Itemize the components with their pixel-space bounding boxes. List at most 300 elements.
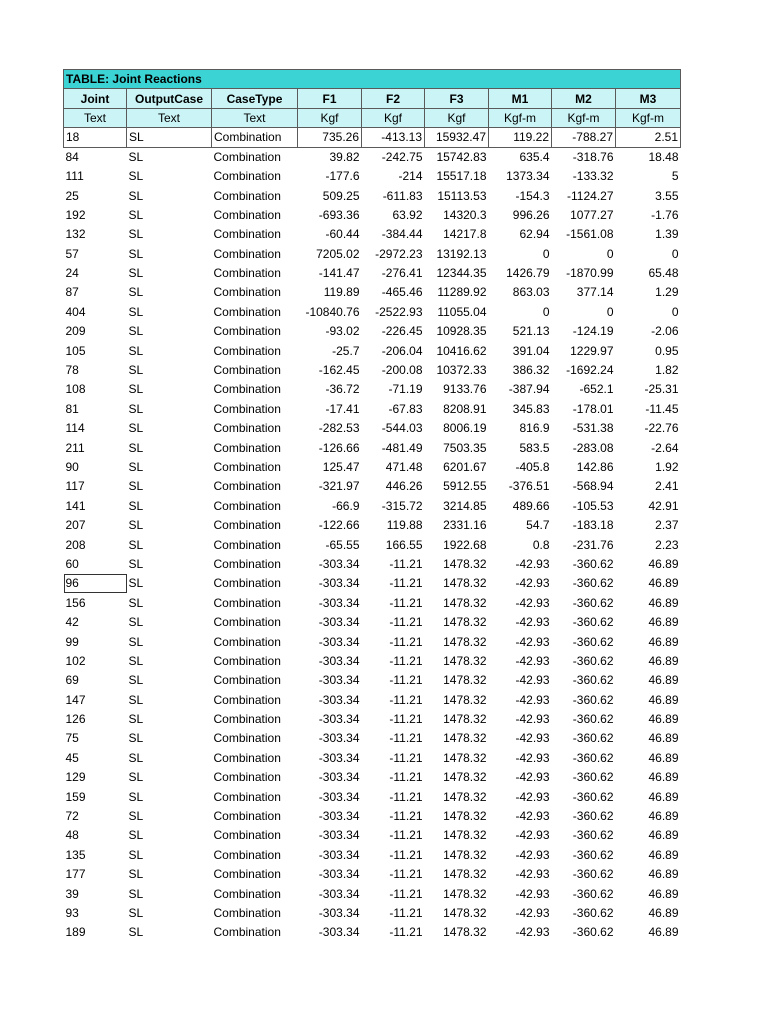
cell-outputcase[interactable]: SL (128, 809, 144, 824)
cell-f1[interactable]: -693.36 (318, 207, 360, 222)
cell-f2[interactable]: -71.19 (388, 382, 423, 397)
cell-outputcase[interactable]: SL (128, 692, 144, 707)
cell-joint[interactable]: 48 (65, 828, 79, 843)
cell-f2[interactable]: -11.21 (389, 634, 423, 649)
column-header-f2[interactable]: F2 (362, 89, 425, 108)
cell-f2[interactable]: -11.21 (389, 770, 423, 785)
cell-f1[interactable]: -303.34 (318, 576, 360, 591)
cell-casetype[interactable]: Combination (213, 207, 281, 222)
cell-f3[interactable]: 11055.04 (437, 304, 487, 319)
cell-f1[interactable]: -303.34 (318, 828, 360, 843)
cell-outputcase[interactable]: SL (128, 731, 144, 746)
cell-m2[interactable]: -531.38 (572, 421, 614, 436)
unit-cell-joint[interactable]: Text (64, 108, 127, 127)
cell-casetype[interactable]: Combination (213, 847, 281, 862)
cell-m1[interactable]: 54.7 (526, 518, 550, 533)
cell-m3[interactable]: 2.41 (655, 479, 679, 494)
cell-m1[interactable]: -42.93 (515, 828, 550, 843)
cell-f3[interactable]: 1478.32 (443, 828, 487, 843)
cell-f2[interactable]: -11.21 (389, 925, 423, 940)
cell-f3[interactable]: 1478.32 (443, 867, 487, 882)
cell-f2[interactable]: -11.21 (389, 712, 423, 727)
cell-f2[interactable]: -11.21 (389, 847, 423, 862)
cell-m2[interactable]: -360.62 (572, 867, 614, 882)
cell-m3[interactable]: 46.89 (648, 712, 679, 727)
cell-casetype[interactable]: Combination (213, 324, 281, 339)
cell-casetype[interactable]: Combination (213, 615, 281, 630)
cell-f2[interactable]: -11.21 (389, 595, 423, 610)
cell-casetype[interactable]: Combination (213, 169, 281, 184)
cell-m2[interactable]: -360.62 (572, 750, 614, 765)
cell-f3[interactable]: 13192.13 (436, 246, 487, 261)
cell-m1[interactable]: -42.93 (515, 615, 550, 630)
cell-m2[interactable]: -1870.99 (566, 266, 614, 281)
cell-m3[interactable]: 2.37 (655, 518, 679, 533)
cell-m2[interactable]: -360.62 (572, 615, 614, 630)
cell-outputcase[interactable]: SL (128, 673, 144, 688)
cell-m1[interactable]: 489.66 (512, 498, 550, 513)
cell-m1[interactable]: 816.9 (519, 421, 550, 436)
cell-outputcase[interactable]: SL (128, 363, 144, 378)
cell-m1[interactable]: -42.93 (515, 867, 550, 882)
cell-f2[interactable]: -11.21 (389, 789, 423, 804)
cell-m3[interactable]: 46.89 (648, 595, 679, 610)
cell-f3[interactable]: 1478.32 (443, 925, 487, 940)
cell-casetype[interactable]: Combination (213, 343, 281, 358)
cell-outputcase[interactable]: SL (128, 304, 144, 319)
cell-joint[interactable]: 159 (65, 789, 86, 804)
cell-f1[interactable]: -303.34 (318, 789, 360, 804)
cell-f1[interactable]: -303.34 (318, 712, 360, 727)
cell-joint[interactable]: 147 (65, 692, 86, 707)
cell-f3[interactable]: 3214.85 (443, 498, 487, 513)
cell-f2[interactable]: -11.21 (389, 750, 423, 765)
cell-m1[interactable]: -42.93 (515, 925, 550, 940)
cell-m2[interactable]: -105.53 (572, 498, 614, 513)
cell-m3[interactable]: 2.23 (655, 537, 679, 552)
cell-m2[interactable]: -568.94 (572, 479, 614, 494)
cell-m3[interactable]: 46.89 (648, 847, 679, 862)
cell-f2[interactable]: -67.83 (388, 401, 423, 416)
cell-m1[interactable]: 345.83 (512, 401, 550, 416)
cell-casetype[interactable]: Combination (213, 905, 281, 920)
cell-f2[interactable]: -242.75 (381, 150, 423, 164)
cell-f2[interactable]: 471.48 (385, 460, 423, 474)
cell-casetype[interactable]: Combination (213, 227, 281, 242)
column-header-m3[interactable]: M3 (616, 89, 681, 108)
cell-f3[interactable]: 6201.67 (443, 460, 487, 474)
cell-casetype[interactable]: Combination (213, 246, 281, 261)
cell-joint[interactable]: 209 (65, 324, 86, 339)
cell-m1[interactable]: 386.32 (512, 363, 550, 378)
unit-cell-m3[interactable]: Kgf-m (616, 108, 681, 127)
cell-f1[interactable]: -321.97 (318, 479, 360, 494)
cell-f2[interactable]: -11.21 (389, 576, 423, 591)
cell-f1[interactable]: -303.34 (318, 673, 360, 688)
cell-outputcase[interactable]: SL (128, 867, 144, 882)
cell-casetype[interactable]: Combination (213, 556, 281, 571)
cell-m2[interactable]: -360.62 (572, 595, 614, 610)
column-header-m1[interactable]: M1 (489, 89, 552, 108)
cell-m2[interactable]: 1077.27 (570, 207, 614, 222)
cell-f2[interactable]: 446.26 (385, 479, 423, 494)
cell-m1[interactable]: 521.13 (512, 324, 550, 339)
cell-f3[interactable]: 1478.32 (443, 712, 487, 727)
cell-m3[interactable]: 46.89 (648, 634, 679, 649)
cell-joint[interactable]: 96 (64, 574, 127, 593)
cell-outputcase[interactable]: SL (128, 207, 144, 222)
cell-f1[interactable]: -126.66 (318, 440, 360, 455)
cell-casetype[interactable]: Combination (213, 925, 281, 940)
cell-casetype[interactable]: Combination (213, 653, 281, 668)
cell-casetype[interactable]: Combination (213, 867, 281, 882)
cell-f2[interactable]: -11.21 (389, 828, 423, 843)
cell-f1[interactable]: -122.66 (318, 518, 360, 533)
cell-outputcase[interactable]: SL (128, 653, 144, 668)
cell-m2[interactable]: -231.76 (572, 537, 614, 552)
cell-joint[interactable]: 207 (65, 518, 86, 533)
cell-f1[interactable]: 509.25 (322, 188, 360, 203)
cell-outputcase[interactable]: SL (128, 382, 144, 397)
cell-m3[interactable]: 46.89 (648, 867, 679, 882)
cell-f1[interactable]: -303.34 (318, 770, 360, 785)
cell-outputcase[interactable]: SL (128, 324, 144, 339)
cell-outputcase[interactable]: SL (128, 886, 144, 901)
cell-m3[interactable]: -2.06 (651, 324, 679, 339)
column-header-outputcase[interactable]: OutputCase (127, 89, 212, 108)
cell-m3[interactable]: 0 (671, 304, 679, 319)
cell-m2[interactable]: 0 (606, 246, 614, 261)
cell-m3[interactable]: 46.89 (648, 692, 679, 707)
cell-outputcase[interactable]: SL (128, 537, 144, 552)
cell-joint[interactable]: 192 (65, 207, 86, 222)
cell-f2[interactable]: -384.44 (381, 227, 423, 242)
cell-m2[interactable]: -124.19 (572, 324, 614, 339)
cell-f1[interactable]: -303.34 (318, 905, 360, 920)
cell-outputcase[interactable]: SL (128, 246, 144, 261)
cell-m3[interactable]: 46.89 (648, 828, 679, 843)
cell-m1[interactable]: -42.93 (515, 595, 550, 610)
cell-m1[interactable]: -42.93 (515, 692, 550, 707)
cell-m3[interactable]: 46.89 (648, 576, 679, 591)
cell-joint[interactable]: 129 (65, 770, 86, 785)
cell-f3[interactable]: 1478.32 (443, 595, 487, 610)
cell-casetype[interactable]: Combination (212, 128, 298, 147)
cell-m3[interactable]: 3.55 (655, 188, 679, 203)
cell-f3[interactable]: 1478.32 (443, 615, 487, 630)
cell-casetype[interactable]: Combination (213, 498, 281, 513)
cell-f3[interactable]: 1478.32 (443, 556, 487, 571)
cell-f3[interactable]: 10372.33 (436, 363, 487, 378)
cell-joint[interactable]: 111 (65, 169, 84, 184)
cell-joint[interactable]: 404 (65, 304, 86, 319)
unit-cell-m1[interactable]: Kgf-m (489, 108, 552, 127)
unit-cell-f3[interactable]: Kgf (425, 108, 489, 127)
cell-outputcase[interactable]: SL (128, 343, 144, 358)
column-header-f3[interactable]: F3 (425, 89, 489, 108)
cell-m2[interactable]: -360.62 (572, 828, 614, 843)
cell-m2[interactable]: -360.62 (572, 809, 614, 824)
cell-f2[interactable]: -11.21 (389, 673, 423, 688)
cell-casetype[interactable]: Combination (213, 150, 281, 164)
cell-outputcase[interactable]: SL (128, 847, 144, 862)
cell-m3[interactable]: 1.82 (655, 363, 679, 378)
cell-casetype[interactable]: Combination (213, 440, 281, 455)
cell-m1[interactable]: -42.93 (515, 750, 550, 765)
cell-f1[interactable]: -93.02 (325, 324, 360, 339)
cell-m1[interactable]: -42.93 (515, 576, 550, 591)
cell-outputcase[interactable]: SL (128, 401, 144, 416)
cell-m2[interactable]: -360.62 (572, 731, 614, 746)
cell-outputcase[interactable]: SL (128, 770, 144, 785)
cell-m3[interactable]: 5 (671, 169, 679, 184)
cell-joint[interactable]: 24 (65, 266, 79, 281)
cell-outputcase[interactable]: SL (128, 789, 144, 804)
cell-f1[interactable]: -303.34 (318, 886, 360, 901)
cell-f3[interactable]: 1478.32 (443, 673, 487, 688)
cell-joint[interactable]: 18 (64, 128, 127, 147)
cell-outputcase[interactable]: SL (128, 188, 144, 203)
cell-f2[interactable]: -2972.23 (375, 246, 423, 261)
cell-m2[interactable]: -360.62 (572, 556, 614, 571)
cell-m1[interactable]: 0.8 (532, 537, 550, 552)
cell-m1[interactable]: -42.93 (515, 653, 550, 668)
cell-f1[interactable]: -303.34 (318, 809, 360, 824)
cell-m2[interactable]: -788.27 (552, 128, 616, 147)
cell-f2[interactable]: -276.41 (381, 266, 423, 281)
cell-joint[interactable]: 156 (65, 595, 86, 610)
cell-m2[interactable]: -360.62 (572, 789, 614, 804)
cell-joint[interactable]: 135 (65, 847, 86, 862)
cell-m3[interactable]: 46.89 (648, 925, 679, 940)
cell-outputcase[interactable]: SL (128, 925, 144, 940)
unit-cell-m2[interactable]: Kgf-m (552, 108, 616, 127)
cell-joint[interactable]: 25 (65, 188, 79, 203)
cell-outputcase[interactable]: SL (128, 285, 144, 300)
cell-m1[interactable]: -42.93 (515, 809, 550, 824)
cell-m1[interactable]: 391.04 (512, 343, 550, 358)
cell-m3[interactable]: 46.89 (648, 905, 679, 920)
cell-m1[interactable]: -42.93 (515, 789, 550, 804)
cell-joint[interactable]: 126 (65, 712, 86, 727)
cell-m1[interactable]: 119.22 (489, 128, 552, 147)
cell-casetype[interactable]: Combination (213, 401, 281, 416)
cell-casetype[interactable]: Combination (213, 712, 281, 727)
cell-m3[interactable]: 46.89 (648, 789, 679, 804)
cell-joint[interactable]: 99 (65, 634, 79, 649)
cell-f2[interactable]: -226.45 (381, 324, 423, 339)
cell-m3[interactable]: 46.89 (648, 673, 679, 688)
cell-casetype[interactable]: Combination (213, 188, 281, 203)
cell-f1[interactable]: -17.41 (325, 401, 360, 416)
cell-f3[interactable]: 1478.32 (443, 634, 487, 649)
cell-f3[interactable]: 1478.32 (443, 789, 487, 804)
cell-outputcase[interactable]: SL (128, 615, 144, 630)
cell-joint[interactable]: 108 (65, 382, 86, 397)
cell-casetype[interactable]: Combination (213, 266, 281, 281)
cell-casetype[interactable]: Combination (213, 285, 281, 300)
cell-m2[interactable]: 1229.97 (570, 343, 614, 358)
cell-m3[interactable]: -11.45 (645, 401, 679, 416)
cell-m3[interactable]: 1.39 (655, 227, 679, 242)
cell-f3[interactable]: 1478.32 (443, 576, 487, 591)
cell-f3[interactable]: 9133.76 (443, 382, 487, 397)
cell-m2[interactable]: 142.86 (576, 460, 614, 474)
cell-f1[interactable]: -282.53 (318, 421, 360, 436)
cell-casetype[interactable]: Combination (213, 673, 281, 688)
cell-outputcase[interactable]: SL (128, 750, 144, 765)
cell-f2[interactable]: -544.03 (381, 421, 423, 436)
cell-joint[interactable]: 117 (65, 479, 85, 494)
cell-f1[interactable]: -303.34 (318, 634, 360, 649)
cell-f1[interactable]: -36.72 (325, 382, 360, 397)
cell-joint[interactable]: 60 (65, 556, 79, 571)
cell-casetype[interactable]: Combination (213, 479, 281, 494)
cell-m1[interactable]: 863.03 (512, 285, 550, 300)
column-header-m2[interactable]: M2 (552, 89, 616, 108)
cell-m2[interactable]: -178.01 (572, 401, 614, 416)
cell-m1[interactable]: 996.26 (512, 207, 550, 222)
cell-m1[interactable]: -42.93 (515, 634, 550, 649)
cell-m3[interactable]: 1.29 (655, 285, 679, 300)
cell-f3[interactable]: 8006.19 (443, 421, 487, 436)
cell-f1[interactable]: -162.45 (318, 363, 360, 378)
cell-f3[interactable]: 1478.32 (443, 809, 487, 824)
cell-f3[interactable]: 1922.68 (443, 537, 487, 552)
cell-f3[interactable]: 12344.35 (436, 266, 487, 281)
cell-joint[interactable]: 211 (65, 440, 85, 455)
cell-casetype[interactable]: Combination (213, 595, 281, 610)
cell-joint[interactable]: 75 (65, 731, 79, 746)
cell-f1[interactable]: 735.26 (298, 128, 362, 147)
cell-m2[interactable]: -652.1 (579, 382, 614, 397)
cell-m3[interactable]: 46.89 (648, 886, 679, 901)
cell-f3[interactable]: 5912.55 (443, 479, 487, 494)
cell-f2[interactable]: -465.46 (381, 285, 423, 300)
cell-m2[interactable]: -360.62 (572, 653, 614, 668)
cell-f1[interactable]: -65.55 (325, 537, 360, 552)
cell-m1[interactable]: 62.94 (519, 227, 550, 242)
cell-f2[interactable]: -11.21 (389, 905, 423, 920)
cell-joint[interactable]: 90 (65, 460, 79, 474)
cell-m1[interactable]: -387.94 (508, 382, 550, 397)
cell-f2[interactable]: -11.21 (389, 809, 423, 824)
cell-casetype[interactable]: Combination (213, 886, 281, 901)
cell-f2[interactable]: 166.55 (385, 537, 423, 552)
cell-f2[interactable]: -481.49 (381, 440, 423, 455)
cell-f1[interactable]: -303.34 (318, 653, 360, 668)
cell-joint[interactable]: 42 (65, 615, 79, 630)
cell-f3[interactable]: 15113.53 (437, 188, 487, 203)
cell-casetype[interactable]: Combination (213, 363, 281, 378)
cell-casetype[interactable]: Combination (213, 460, 281, 474)
cell-f2[interactable]: 119.88 (386, 518, 423, 533)
cell-m3[interactable]: 1.92 (655, 460, 679, 474)
unit-cell-casetype[interactable]: Text (212, 108, 298, 127)
cell-outputcase[interactable]: SL (128, 712, 144, 727)
column-header-joint[interactable]: Joint (64, 89, 127, 108)
cell-f2[interactable]: -11.21 (389, 731, 423, 746)
cell-f3[interactable]: 11289.92 (437, 285, 487, 300)
cell-m3[interactable]: 46.89 (648, 653, 679, 668)
cell-m3[interactable]: 46.89 (648, 615, 679, 630)
cell-m1[interactable]: -42.93 (515, 712, 550, 727)
table-title[interactable]: TABLE: Joint Reactions (64, 70, 681, 89)
cell-f3[interactable]: 14320.3 (443, 207, 487, 222)
cell-m2[interactable]: -360.62 (572, 673, 614, 688)
cell-m3[interactable]: 46.89 (648, 770, 679, 785)
cell-outputcase[interactable]: SL (128, 518, 144, 533)
cell-f2[interactable]: -413.13 (362, 128, 425, 147)
cell-m2[interactable]: -360.62 (572, 886, 614, 901)
cell-m2[interactable]: 377.14 (576, 285, 614, 300)
cell-m3[interactable]: 46.89 (648, 750, 679, 765)
cell-f2[interactable]: -11.21 (389, 886, 423, 901)
cell-outputcase[interactable]: SL (128, 421, 144, 436)
cell-f2[interactable]: -200.08 (381, 363, 423, 378)
cell-outputcase[interactable]: SL (128, 227, 144, 242)
cell-joint[interactable]: 69 (65, 673, 79, 688)
cell-m2[interactable]: -360.62 (572, 634, 614, 649)
cell-casetype[interactable]: Combination (213, 770, 281, 785)
cell-m2[interactable]: -360.62 (572, 712, 614, 727)
cell-m1[interactable]: -42.93 (515, 556, 550, 571)
cell-casetype[interactable]: Combination (213, 692, 281, 707)
cell-m2[interactable]: 0 (606, 304, 614, 319)
cell-joint[interactable]: 189 (65, 925, 86, 940)
cell-joint[interactable]: 45 (65, 750, 79, 765)
cell-f3[interactable]: 1478.32 (443, 750, 487, 765)
cell-f3[interactable]: 1478.32 (443, 653, 487, 668)
cell-m2[interactable]: -133.32 (572, 169, 614, 184)
cell-f3[interactable]: 1478.32 (443, 692, 487, 707)
cell-m2[interactable]: -360.62 (572, 770, 614, 785)
cell-f1[interactable]: -303.34 (318, 692, 360, 707)
cell-f2[interactable]: 63.92 (392, 207, 423, 222)
cell-f1[interactable]: -303.34 (318, 615, 360, 630)
cell-f3[interactable]: 15742.83 (436, 150, 487, 164)
cell-joint[interactable]: 57 (65, 246, 79, 261)
cell-joint[interactable]: 105 (65, 343, 86, 358)
cell-f2[interactable]: -11.21 (389, 867, 423, 882)
cell-f3[interactable]: 15517.18 (436, 169, 487, 184)
cell-joint[interactable]: 208 (65, 537, 86, 552)
cell-f1[interactable]: -303.34 (318, 731, 360, 746)
cell-f1[interactable]: -303.34 (318, 847, 360, 862)
cell-m2[interactable]: -1561.08 (566, 227, 614, 242)
cell-f1[interactable]: -177.6 (325, 169, 360, 184)
cell-joint[interactable]: 72 (65, 809, 79, 824)
cell-joint[interactable]: 141 (65, 498, 86, 513)
cell-outputcase[interactable]: SL (128, 460, 144, 474)
cell-casetype[interactable]: Combination (213, 828, 281, 843)
cell-m3[interactable]: 0.95 (655, 343, 679, 358)
cell-casetype[interactable]: Combination (213, 809, 281, 824)
cell-outputcase[interactable]: SL (127, 128, 212, 147)
cell-joint[interactable]: 114 (65, 421, 85, 436)
cell-f2[interactable]: -11.21 (389, 556, 423, 571)
cell-m1[interactable]: -42.93 (515, 673, 550, 688)
unit-cell-f1[interactable]: Kgf (298, 108, 362, 127)
cell-m1[interactable]: 583.5 (519, 440, 550, 455)
cell-f1[interactable]: -60.44 (325, 227, 360, 242)
cell-m1[interactable]: -42.93 (515, 731, 550, 746)
cell-joint[interactable]: 132 (65, 227, 86, 242)
cell-f1[interactable]: -303.34 (318, 595, 360, 610)
cell-m1[interactable]: 635.4 (519, 150, 550, 164)
cell-m3[interactable]: 18.48 (648, 150, 679, 164)
cell-casetype[interactable]: Combination (213, 537, 281, 552)
